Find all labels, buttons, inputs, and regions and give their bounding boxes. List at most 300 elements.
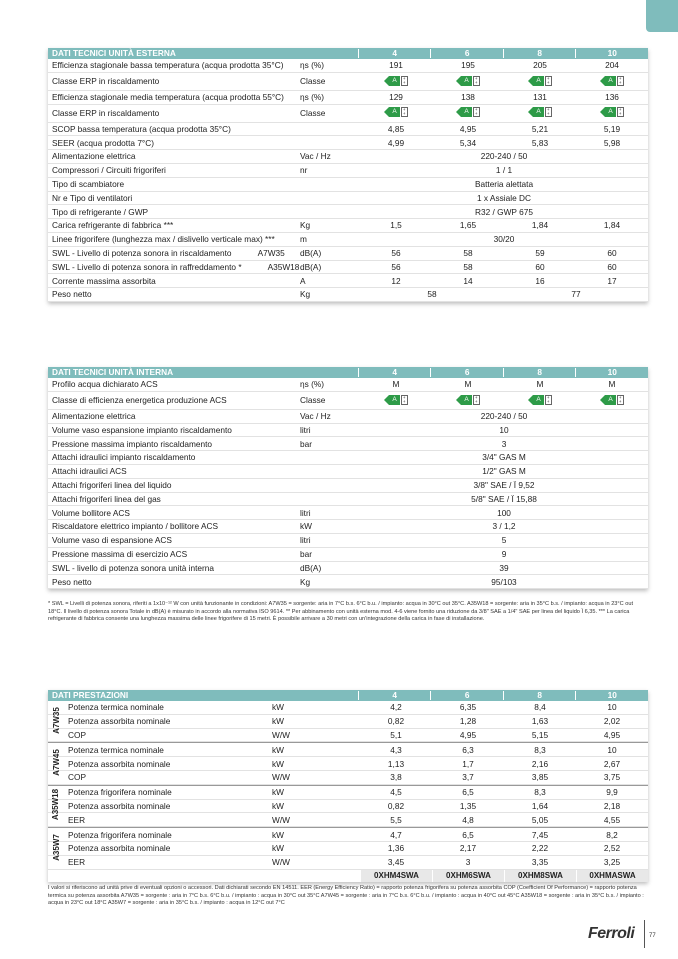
model-code: 0XHM8SWA [504, 870, 576, 882]
column-header-8: 8 [503, 49, 576, 57]
row-label: Potenza termica nominale [68, 702, 164, 713]
row-unit: A [300, 275, 306, 286]
row-label-text: Tipo di scambiatore [52, 179, 125, 190]
row-label-text: Alimentazione elettrica [52, 151, 136, 162]
model-code: 0XHMASWA [576, 870, 648, 882]
cell-value: 58 [463, 248, 473, 259]
row-sublabel: A35W18 [267, 261, 300, 272]
cell-span-value: 5/8" SAE / Ϊ 15,88 [471, 493, 537, 504]
cell-value: 5,1 [390, 729, 402, 740]
cell-value: 6,5 [462, 829, 474, 840]
cell-value: 1,65 [459, 220, 477, 231]
row-label: COP [68, 729, 86, 740]
cell-badge [432, 107, 504, 118]
cell-badge [360, 395, 432, 406]
cell-span-value: 3/8" SAE / Ϊ 9,52 [473, 480, 535, 491]
cell-value: 204 [605, 60, 619, 71]
row-label-text: Peso netto [52, 576, 92, 587]
row-label-text: Attachi frigoriferi linea del liquido [52, 480, 172, 491]
cell-value: 9,9 [606, 787, 618, 798]
energy-class-badge [528, 395, 551, 405]
badge-letter: A [533, 76, 543, 86]
condition-group [48, 828, 648, 869]
row-label [48, 509, 296, 517]
row-label-text: Pressione massima di esercizio ACS [52, 549, 188, 560]
cell-badge [360, 76, 432, 87]
row-label [48, 578, 296, 586]
cell-badge [504, 76, 576, 87]
cell-value: 2,16 [531, 758, 549, 769]
column-header-10: 10 [575, 368, 648, 376]
row-label-text: Efficienza stagionale media temperatura (acqua prodotta 55°C) [52, 92, 284, 103]
table-row [48, 164, 648, 178]
cell-half-value: 58 [427, 289, 437, 300]
row-label [48, 467, 296, 475]
row-label [48, 564, 296, 572]
row-label [48, 277, 296, 285]
row-label: EER [68, 814, 86, 825]
table-row [48, 548, 648, 562]
cell-value: 4,95 [603, 729, 621, 740]
external-unit-table [48, 48, 648, 302]
table-row [48, 392, 648, 410]
row-label [48, 221, 296, 229]
row-label [48, 61, 296, 69]
condition-name: A7W35 [51, 706, 61, 734]
row-unit: Classe [300, 76, 326, 87]
cell-value: 5,34 [459, 137, 477, 148]
row-label-text: Attachi idraulici impianto riscaldamento [52, 452, 196, 463]
cell-value: 4,95 [459, 123, 477, 134]
table-row [48, 378, 648, 392]
cell-value: 2,67 [603, 758, 621, 769]
cell-value: 60 [607, 248, 617, 259]
cell-value: 2,18 [603, 800, 621, 811]
brand-logo: Ferroli [588, 925, 635, 942]
footer-divider [644, 920, 645, 948]
energy-class-badge [384, 107, 407, 117]
cell-value: 4,95 [459, 729, 477, 740]
cell-value: 8,3 [534, 787, 546, 798]
cell-span-value: 5 [501, 535, 507, 546]
row-label: Potenza frigorifera nominale [68, 829, 172, 840]
row-label [48, 396, 296, 404]
table-header [48, 48, 648, 59]
table-row [48, 575, 648, 589]
cell-value: 2,17 [459, 843, 477, 854]
cell-value: 1,13 [387, 758, 405, 769]
cell-value: 60 [607, 261, 617, 272]
table-row [48, 715, 648, 729]
energy-class-badge [384, 76, 407, 86]
cell-value: 136 [605, 92, 619, 103]
energy-class-badge [600, 76, 623, 86]
cell-value: 5,15 [531, 729, 549, 740]
row-unit: kW [272, 843, 284, 854]
cell-value: 17 [607, 275, 617, 286]
cell-value: 4,3 [390, 744, 402, 755]
energy-class-badge [600, 107, 623, 117]
row-label: Potenza termica nominale [68, 744, 164, 755]
table-row [48, 261, 648, 275]
cell-span-value: 9 [501, 549, 507, 560]
badge-plus-scale: + + [617, 76, 624, 86]
row-label [48, 412, 296, 420]
row-unit: dB(A) [300, 261, 322, 272]
table-row [48, 813, 648, 827]
badge-plus-scale: + + [545, 107, 552, 117]
cell-value: M [392, 379, 400, 390]
energy-class-badge [456, 76, 479, 86]
row-label-text: Compressori / Circuiti frigoriferi [52, 165, 166, 176]
row-label: EER [68, 857, 86, 868]
table-title: DATI PRESTAZIONI [52, 690, 129, 701]
cell-badge [576, 76, 648, 87]
table-row [48, 123, 648, 137]
cell-value: 3,8 [390, 772, 402, 783]
row-label-text: SWL - Livello di potenza sonora in riscaldamento [52, 248, 232, 259]
table-row [48, 493, 648, 507]
row-label [48, 208, 296, 216]
energy-class-badge [456, 395, 479, 405]
cell-span-value: 1 / 1 [495, 165, 513, 176]
cell-value: 5,83 [531, 137, 549, 148]
row-label-text: Volume bollitore ACS [52, 507, 130, 518]
row-label: COP [68, 772, 86, 783]
cell-value: 7,45 [531, 829, 549, 840]
condition-group [48, 786, 648, 828]
row-unit: bar [300, 549, 312, 560]
column-header-6: 6 [430, 691, 503, 699]
table-row [48, 73, 648, 91]
cell-value: 195 [461, 60, 475, 71]
cell-value: 6,35 [459, 702, 477, 713]
badge-letter: A [461, 107, 471, 117]
row-label-text: SCOP bassa temperatura (acqua prodotta 35°C) [52, 123, 231, 134]
row-unit: Kg [300, 220, 311, 231]
table-row [48, 729, 648, 743]
cell-value: 5,98 [603, 137, 621, 148]
table-row [48, 410, 648, 424]
cell-value: 3,35 [531, 857, 549, 868]
cell-value: 1,36 [387, 843, 405, 854]
row-label-text: Nr e Tipo di ventilatori [52, 192, 133, 203]
cell-value: 8,4 [534, 702, 546, 713]
cell-value: 10 [607, 744, 617, 755]
badge-plus-scale: + + [401, 107, 408, 117]
badge-plus-scale: + + [617, 107, 624, 117]
column-header-6: 6 [430, 368, 503, 376]
row-unit: ηs (%) [300, 92, 324, 103]
row-label [48, 139, 296, 147]
table-row [48, 288, 648, 302]
row-label [48, 495, 296, 503]
row-unit: kW [272, 829, 284, 840]
cell-value: 6,5 [462, 787, 474, 798]
cell-value: 1,28 [459, 716, 477, 727]
row-label [48, 440, 296, 448]
model-code: 0XHM6SWA [432, 870, 504, 882]
row-label-text: Carica refrigerante di fabbrica *** [52, 220, 174, 231]
row-label-text: Efficienza stagionale bassa temperatura (acqua prodotta 35°C) [52, 60, 284, 71]
badge-letter: A [605, 107, 615, 117]
cell-value: 1,64 [531, 800, 549, 811]
row-unit: Classe [300, 107, 326, 118]
row-label-text: SWL - livello di potenza sonora unità interna [52, 562, 215, 573]
cell-value: 138 [461, 92, 475, 103]
cell-value: 6,3 [462, 744, 474, 755]
row-label-text: Volume vaso espansione impianto riscaldamento [52, 424, 232, 435]
row-label-text: Classe di efficienza energetica produzione ACS [52, 395, 227, 406]
table-row [48, 743, 648, 757]
cell-value: 1,5 [390, 220, 402, 231]
cell-value: 2,22 [531, 843, 549, 854]
table-row [48, 178, 648, 192]
cell-value: 0,82 [387, 716, 405, 727]
row-unit: W/W [272, 772, 290, 783]
cell-value: 3,45 [387, 857, 405, 868]
cell-value: 1,7 [462, 758, 474, 769]
table-title: DATI TECNICI UNITÀ ESTERNA [52, 48, 176, 59]
cell-value: 58 [463, 261, 473, 272]
row-unit: Kg [300, 576, 311, 587]
page-number: 77 [649, 933, 656, 939]
badge-plus-scale: + + [473, 107, 480, 117]
footnote-internal: * SWL = Livelli di potenza sonora, riferiti a 1x10⁻¹² W con unità funzionante in condizioni: A7W35 = sorgente: aria in 7°C b.s. 6°C b.u. / impianto: acqua in 30°C out 35°C. A35W18 = sorgente: aria in 35°C b.s. / impianto: acqua in 23°C out 18°C. Il livello di potenza sonora Totale in dB(A) è misurato in accordo alla normativa ISO 9614. ** Per abbinamento con unità esterna mod. 4-6 viene fornito una riduzione da 3/8" SAE a 1/4" SAE per linea del liquido Ϊ 6,35. *** La carica refrigerante di fabbrica consente una lunghezza massima delle linee frigorifere di 15 metri. È possibile arrivare a 30 metri con un'integrazione della carica in fase di installazione. [48, 601, 634, 623]
cell-badge [576, 395, 648, 406]
row-unit: nr [300, 165, 308, 176]
badge-letter: A [533, 107, 543, 117]
badge-plus-scale: + + [617, 395, 624, 405]
cell-value: 3,75 [603, 772, 621, 783]
row-unit: litri [300, 535, 311, 546]
row-label-text: Volume vaso di espansione ACS [52, 535, 172, 546]
condition-label [48, 786, 64, 824]
table-row [48, 451, 648, 465]
row-label [48, 290, 296, 298]
row-unit: kW [272, 744, 284, 755]
column-header-6: 6 [430, 49, 503, 57]
row-unit: kW [272, 716, 284, 727]
condition-name: A35W7 [51, 834, 61, 861]
row-label-text: Peso netto [52, 289, 92, 300]
model-code: 0XHM4SWA [360, 870, 432, 882]
cell-span-value: 39 [499, 562, 509, 573]
row-label-text: Pressione massima impianto riscaldamento [52, 438, 213, 449]
table-row [48, 233, 648, 247]
energy-class-badge [384, 395, 407, 405]
cell-value: 60 [535, 261, 545, 272]
badge-letter: A [389, 395, 399, 405]
row-unit: ηs (%) [300, 379, 324, 390]
energy-class-badge [528, 107, 551, 117]
row-label-text: Attachi frigoriferi linea del gas [52, 493, 161, 504]
table-row [48, 562, 648, 576]
cell-value: 2,02 [603, 716, 621, 727]
page-tab-marker [646, 0, 678, 32]
column-header-4: 4 [358, 691, 431, 699]
row-label [48, 481, 296, 489]
cell-value: 4,85 [387, 123, 405, 134]
cell-value: 16 [535, 275, 545, 286]
row-label [48, 166, 296, 174]
footnote-performance: I valori si riferiscono ad unità prive di eventuali opzioni o accessori. Dati dichiarati secondo EN 14511. EER (Energy Efficiency Ratio) = rapporto potenza frigorifera su potenza assorbita COP (Coefficient Of Performance) = rapporto potenza termica su potenza assorbita A7W35 = sorgente : aria in 7°C b.s. 6°C b.u. / impianto : acqua in 30°C out 35°C A7W45 = sorgente : aria in 7°C b.s. 6°C b.u. / impianto : acqua in 40°C out 45°C A35W18 = sorgente : aria in 35°C b.s. / impianto : acqua in 23°C out 18°C A35W7 = sorgente : aria in 35°C b.s. / impianto : acqua in 12°C out 7°C [48, 885, 644, 907]
row-unit: ηs (%) [300, 60, 324, 71]
row-label: Potenza assorbita nominale [68, 758, 171, 769]
model-codes-row [48, 870, 648, 882]
cell-badge [504, 395, 576, 406]
energy-class-badge [600, 395, 623, 405]
cell-value: 205 [533, 60, 547, 71]
badge-plus-scale: + + [401, 395, 408, 405]
badge-letter: A [605, 395, 615, 405]
table-title: DATI TECNICI UNITÀ INTERNA [52, 367, 174, 378]
cell-value: 191 [389, 60, 403, 71]
badge-letter: A [461, 395, 471, 405]
row-label [48, 380, 296, 388]
cell-value: 5,21 [531, 123, 549, 134]
row-label [48, 125, 296, 133]
table-row [48, 205, 648, 219]
cell-badge [576, 107, 648, 118]
table-header [48, 690, 648, 701]
row-unit: W/W [272, 857, 290, 868]
table-row [48, 91, 648, 105]
table-row [48, 479, 648, 493]
row-sublabel: A7W35 [257, 248, 285, 259]
table-row [48, 247, 648, 261]
cell-value: 59 [535, 248, 545, 259]
badge-letter: A [389, 76, 399, 86]
cell-value: 1,63 [531, 716, 549, 727]
table-row [48, 136, 648, 150]
row-unit: kW [272, 702, 284, 713]
table-row [48, 771, 648, 785]
cell-value: 12 [391, 275, 401, 286]
row-unit: Vac / Hz [300, 411, 331, 422]
cell-value: 3,7 [462, 772, 474, 783]
row-label [48, 194, 296, 202]
cell-value: 4,2 [390, 702, 402, 713]
cell-value: 4,7 [390, 829, 402, 840]
row-label: Potenza assorbita nominale [68, 843, 171, 854]
cell-span-value: 100 [497, 507, 511, 518]
cell-value: 56 [391, 248, 401, 259]
badge-letter: A [533, 395, 543, 405]
cell-half-value: 77 [571, 289, 581, 300]
cell-badge [504, 107, 576, 118]
cell-value: 5,5 [390, 814, 402, 825]
column-header-8: 8 [503, 691, 576, 699]
row-label [48, 426, 296, 434]
condition-group [48, 743, 648, 785]
table-row [48, 59, 648, 73]
column-header-10: 10 [575, 49, 648, 57]
condition-name: A7W45 [51, 749, 61, 776]
cell-span-value: 3 [501, 438, 507, 449]
internal-unit-table [48, 367, 648, 589]
row-label [48, 93, 296, 101]
table-row [48, 856, 648, 870]
row-label-text: Corrente massima assorbita [52, 275, 156, 286]
row-label-text: Alimentazione elettrica [52, 411, 136, 422]
column-header-8: 8 [503, 368, 576, 376]
row-unit: Vac / Hz [300, 151, 331, 162]
condition-label [48, 743, 64, 781]
cell-value: 129 [389, 92, 403, 103]
table-row [48, 520, 648, 534]
row-label-text: SWL - Livello di potenza sonora in raffreddamento * [52, 261, 242, 272]
cell-value: 131 [533, 92, 547, 103]
cell-span-value: 3/4" GAS M [482, 452, 526, 463]
row-unit: bar [300, 438, 312, 449]
cell-span-value: 95/103 [491, 576, 517, 587]
badge-plus-scale: + + [473, 76, 480, 86]
badge-letter: A [461, 76, 471, 86]
cell-badge [360, 107, 432, 118]
row-unit: Classe [300, 395, 326, 406]
cell-span-value: 30/20 [493, 234, 515, 245]
cell-badge [432, 395, 504, 406]
row-label [48, 536, 296, 544]
row-unit: kW [272, 758, 284, 769]
cell-value: 3 [465, 857, 471, 868]
condition-label [48, 828, 64, 866]
row-unit: kW [300, 521, 312, 532]
row-label [48, 453, 296, 461]
row-label-text: Attachi idraulici ACS [52, 466, 127, 477]
cell-value: 5,05 [531, 814, 549, 825]
cell-span-value: 3 / 1,2 [492, 521, 516, 532]
row-label [48, 109, 296, 117]
cell-value: M [608, 379, 616, 390]
column-header-4: 4 [358, 49, 431, 57]
row-label [48, 77, 296, 85]
table-row [48, 150, 648, 164]
cell-value: 3,85 [531, 772, 549, 783]
table-row [48, 701, 648, 715]
table-row [48, 534, 648, 548]
row-unit: kW [272, 787, 284, 798]
table-row [48, 465, 648, 479]
cell-value: 0,82 [387, 800, 405, 811]
condition-label [48, 701, 64, 739]
row-label: Potenza frigorifera nominale [68, 787, 172, 798]
badge-plus-scale: + + [473, 395, 480, 405]
cell-span-value: 10 [499, 424, 509, 435]
cell-value: M [536, 379, 544, 390]
cell-value: 1,84 [603, 220, 621, 231]
row-unit: kW [272, 800, 284, 811]
row-unit: Kg [300, 289, 311, 300]
table-row [48, 786, 648, 800]
condition-group [48, 701, 648, 743]
cell-value: 4,55 [603, 814, 621, 825]
cell-value: 14 [463, 275, 473, 286]
cell-span-value: 220-240 / 50 [480, 411, 528, 422]
row-label [48, 261, 300, 272]
table-row [48, 800, 648, 814]
energy-class-badge [456, 107, 479, 117]
row-label [48, 522, 296, 530]
cell-value: M [464, 379, 472, 390]
cell-value: 4,8 [462, 814, 474, 825]
row-unit: W/W [272, 729, 290, 740]
cell-value: 3,25 [603, 857, 621, 868]
cell-value: 1,35 [459, 800, 477, 811]
badge-letter: A [389, 107, 399, 117]
cell-value: 56 [391, 261, 401, 272]
